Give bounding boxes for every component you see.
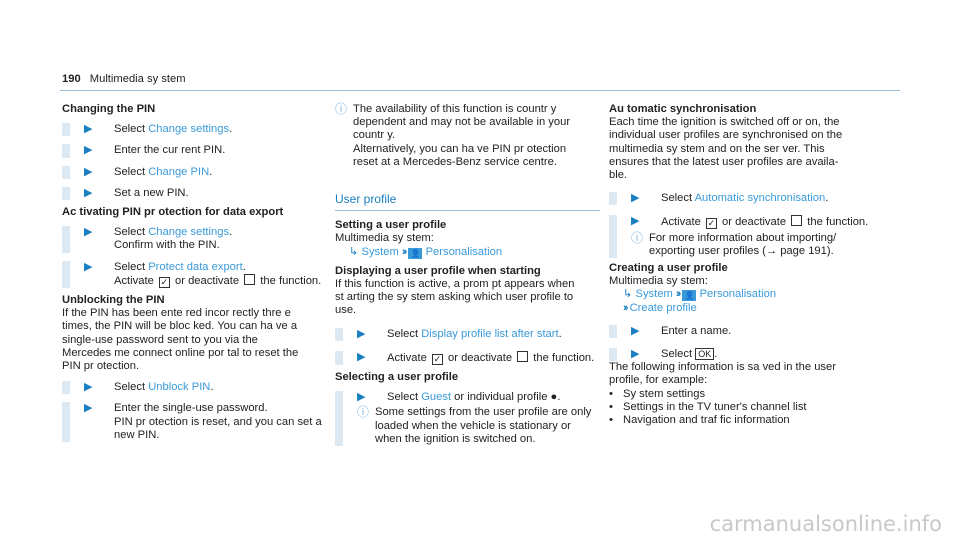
info-note: ⓘ For more information about importing/ exporting user profiles (→ page 191). [631, 230, 837, 257]
paragraph: If this function is active, a prom pt appears when st arting the sy stem asking which user profile to use. [335, 278, 575, 317]
step-item: ▶ Select Change settings. [62, 123, 332, 136]
paragraph: Multimedia sy stem: [335, 232, 434, 245]
bullet-icon: • [609, 400, 613, 413]
menu-link-change-pin[interactable]: Change PIN [148, 165, 210, 178]
menu-link-display-profile-list[interactable]: Display profile list after start [421, 327, 559, 340]
list-item: • Sy stem settings [609, 387, 706, 400]
personalisation-icon: 👤 [408, 248, 422, 259]
ok-key-icon: OK [695, 348, 714, 360]
step-arrow-icon: ▶ [631, 348, 640, 361]
double-chevron-icon: ›› [675, 288, 680, 301]
menu-link-change-settings[interactable]: Change settings [148, 123, 230, 136]
double-chevron-icon: ›› [623, 301, 627, 314]
step-item: ▶ Select Protect data export. Activate ✓ or deactivate the function. [62, 261, 332, 288]
step-arrow-icon: ▶ [357, 350, 366, 363]
step-item: ▶ Activate ✓ or deactivate the function. ⓘ For more information about importing/ exporting user profiles (→ page 191). [609, 215, 899, 258]
step-arrow-icon: ▶ [357, 391, 366, 404]
step-arrow-icon: ▶ [84, 123, 93, 136]
paragraph: Each time the ignition is switched off or on, the individual user profiles are synchronised on the multimedia sy stem and on the ser ver. This ensures that the latest user profiles are availa‐ ble. [609, 116, 843, 182]
menu-link-protect-data-export[interactable]: Protect data export [148, 260, 243, 273]
section-title-user-profile: User profile [335, 192, 397, 207]
checked-box-icon: ✓ [160, 276, 169, 287]
personalisation-icon: 👤 [682, 290, 696, 301]
heading-changing-pin: Changing the PIN [62, 103, 156, 115]
step-item: ▶ Select OK . [609, 348, 899, 361]
list-item: • Settings in the TV tuner's channel list [609, 400, 807, 413]
step-arrow-icon: ▶ [631, 324, 640, 337]
paragraph: If the PIN has been ente red incor rectly thre e times, the PIN will be bloc ked. You can ha ve a single-use password sent to you via the Mercedes me connect online por tal to reset the PIN pr otection. [62, 307, 299, 373]
path-hook-icon: ↳ [349, 245, 359, 258]
heading-activating-pin: Ac tivating PIN pr otection for data export [62, 206, 284, 219]
menu-path [609, 288, 899, 314]
step-item: ▶ Enter a name. [609, 325, 899, 338]
column-3 [609, 103, 899, 427]
page-number: 190 [62, 73, 81, 85]
menu-path [335, 246, 600, 259]
heading-automatic-sync: Au tomatic synchronisation [609, 103, 757, 115]
heading-creating-user-profile: Creating a user profile [609, 262, 728, 275]
heading-unblocking-pin: Unblocking the PIN [62, 294, 165, 307]
list-item: • Navigation and traf fic information [609, 414, 790, 427]
step-item: ▶ Enter the single-use password. PIN pr otection is reset, and you can set a new PIN. [62, 402, 332, 442]
paragraph: Multimedia sy stem: [609, 275, 708, 288]
step-arrow-icon: ▶ [84, 402, 93, 415]
step-item: ▶ Select Unblock PIN. [62, 381, 332, 394]
paragraph: The following information is sa ved in the user profile, for example: [609, 361, 836, 387]
bullet-icon: • [609, 387, 613, 400]
info-icon: ⓘ [335, 102, 348, 116]
info-note: ⓘ The availability of this function is countr y dependent and may not be available in your countr y. Alternatively, you can ha ve PIN pr otection reset at a Mercedes-Benz service centre. [335, 102, 571, 168]
menu-link-automatic-sync[interactable]: Automatic synchronisation [694, 192, 826, 205]
checked-box-icon: ✓ [707, 218, 716, 229]
menu-link-create-profile[interactable]: Create profile [629, 301, 697, 314]
menu-link-system[interactable]: System [635, 288, 673, 301]
info-note: ⓘ Some settings from the user profile are only loaded when the vehicle is stationary or when the ignition is switched on. [357, 405, 592, 445]
menu-link-personalisation[interactable]: Personalisation [425, 245, 503, 258]
double-chevron-icon: ›› [401, 245, 406, 258]
info-icon: ⓘ [631, 230, 644, 245]
column-1 [62, 103, 332, 442]
watermark: carmanualsonline.info [709, 511, 942, 536]
page-header-title: Multimedia sy stem [89, 73, 186, 85]
step-item: ▶ Activate ✓ or deactivate the function. [335, 351, 600, 365]
menu-link-change-settings[interactable]: Change settings [148, 226, 230, 239]
heading-setting-user-profile: Setting a user profile [335, 219, 447, 232]
step-arrow-icon: ▶ [631, 215, 640, 228]
step-arrow-icon: ▶ [84, 144, 93, 157]
step-arrow-icon: ▶ [84, 165, 93, 178]
menu-link-personalisation[interactable]: Personalisation [699, 288, 777, 301]
checked-box-icon: ✓ [433, 353, 442, 364]
step-item: ▶ Select Display profile list after start. [335, 328, 600, 341]
menu-link-guest[interactable]: Guest [421, 391, 452, 404]
page-header [62, 73, 186, 86]
heading-displaying-user-profile: Displaying a user profile when starting [335, 264, 541, 277]
step-item: ▶ Select Change PIN. [62, 166, 332, 179]
info-icon: ⓘ [357, 405, 370, 420]
step-arrow-icon: ▶ [84, 260, 93, 273]
path-hook-icon: ↳ [623, 288, 633, 301]
step-arrow-icon: ▶ [84, 186, 93, 199]
menu-link-system[interactable]: System [361, 245, 399, 258]
header-rule [60, 90, 900, 91]
step-item: ▶ Select Automatic synchronisation. [609, 192, 899, 205]
bullet-icon: • [609, 414, 613, 427]
step-item: ▶ Set a new PIN. [62, 187, 332, 200]
unchecked-box-icon [244, 274, 255, 285]
unchecked-box-icon [791, 215, 802, 226]
step-arrow-icon: ▶ [84, 381, 93, 394]
column-2 [335, 103, 600, 446]
step-arrow-icon: ▶ [84, 226, 93, 239]
step-item: ▶ Select Change settings. Confirm with the PIN. [62, 226, 332, 252]
step-item: ▶ Select Guest or individual profile ●. ⓘ Some settings from the user profile are only loaded when the vehicle is stationary or when the ignition is switched on. [335, 391, 600, 446]
step-arrow-icon: ▶ [357, 327, 366, 340]
step-arrow-icon: ▶ [631, 192, 640, 205]
menu-link-unblock-pin[interactable]: Unblock PIN [148, 381, 211, 394]
unchecked-box-icon [517, 351, 528, 362]
heading-selecting-user-profile: Selecting a user profile [335, 371, 459, 384]
step-item: ▶ Enter the cur rent PIN. [62, 144, 332, 157]
